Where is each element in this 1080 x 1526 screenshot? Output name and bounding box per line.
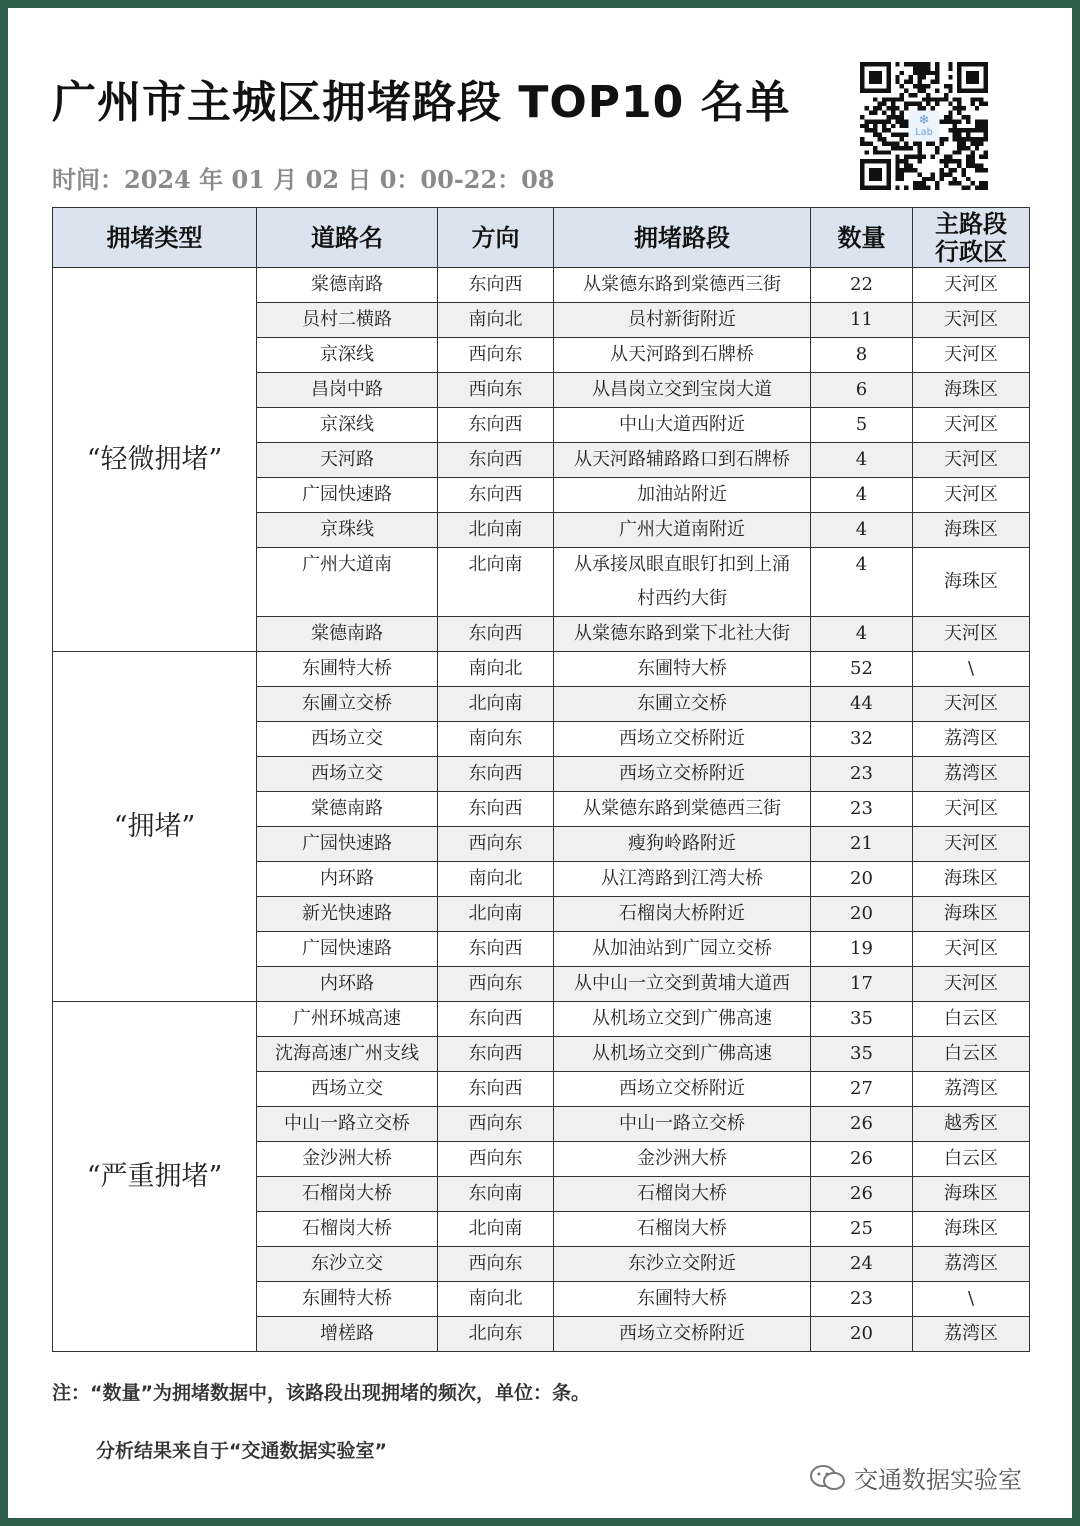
district-cell: 海珠区 bbox=[913, 1212, 1030, 1247]
segment-cell: 西场立交桥附近 bbox=[554, 757, 811, 792]
count-cell: 17 bbox=[811, 967, 913, 1002]
district-cell: 荔湾区 bbox=[913, 1317, 1030, 1352]
count-cell: 35 bbox=[811, 1037, 913, 1072]
district-cell: 天河区 bbox=[913, 338, 1030, 373]
district-cell: 海珠区 bbox=[913, 373, 1030, 408]
count-cell: 26 bbox=[811, 1107, 913, 1142]
direction-cell: 南向北 bbox=[438, 862, 554, 897]
direction-cell: 西向东 bbox=[438, 1247, 554, 1282]
road-cell: 员村二横路 bbox=[257, 303, 438, 338]
district-cell: 荔湾区 bbox=[913, 1072, 1030, 1107]
segment-cell: 从棠德东路到棠德西三街 bbox=[554, 268, 811, 303]
segment-cell: 从机场立交到广佛高速 bbox=[554, 1037, 811, 1072]
count-cell: 35 bbox=[811, 1002, 913, 1037]
segment-cell: 瘦狗岭路附近 bbox=[554, 827, 811, 862]
segment-cell: 从加油站到广园立交桥 bbox=[554, 932, 811, 967]
page bbox=[8, 8, 1072, 1518]
district-cell: 天河区 bbox=[913, 268, 1030, 303]
road-cell: 西场立交 bbox=[257, 722, 438, 757]
direction-cell: 东向西 bbox=[438, 932, 554, 967]
road-cell: 西场立交 bbox=[257, 1072, 438, 1107]
road-cell: 广园快速路 bbox=[257, 827, 438, 862]
segment-cell: 从棠德东路到棠德西三街 bbox=[554, 792, 811, 827]
direction-cell: 南向东 bbox=[438, 722, 554, 757]
table-header bbox=[53, 208, 1030, 268]
district-cell: 荔湾区 bbox=[913, 722, 1030, 757]
segment-cell: 石榴岗大桥附近 bbox=[554, 897, 811, 932]
segment-cell: 中山大道西附近 bbox=[554, 408, 811, 443]
direction-cell: 西向东 bbox=[438, 373, 554, 408]
district-cell: 海珠区 bbox=[913, 1177, 1030, 1212]
count-cell: 23 bbox=[811, 792, 913, 827]
segment-cell: 石榴岗大桥 bbox=[554, 1177, 811, 1212]
count-cell: 52 bbox=[811, 652, 913, 687]
district-cell: 天河区 bbox=[913, 408, 1030, 443]
snowflake-icon: ❄ bbox=[918, 112, 930, 128]
road-cell: 广州大道南 bbox=[257, 548, 438, 617]
direction-cell: 南向北 bbox=[438, 303, 554, 338]
table-row bbox=[53, 1002, 1030, 1037]
direction-cell: 西向东 bbox=[438, 1142, 554, 1177]
road-cell: 增槎路 bbox=[257, 1317, 438, 1352]
table-row bbox=[53, 268, 1030, 303]
road-cell: 新光快速路 bbox=[257, 897, 438, 932]
segment-cell: 石榴岗大桥 bbox=[554, 1212, 811, 1247]
direction-cell: 西向东 bbox=[438, 1107, 554, 1142]
road-cell: 东圃立交桥 bbox=[257, 687, 438, 722]
direction-cell: 南向北 bbox=[438, 1282, 554, 1317]
count-cell: 5 bbox=[811, 408, 913, 443]
segment-cell: 东沙立交附近 bbox=[554, 1247, 811, 1282]
segment-cell: 从棠德东路到棠下北社大街 bbox=[554, 617, 811, 652]
road-cell: 金沙洲大桥 bbox=[257, 1142, 438, 1177]
segment-line2: 村西约大街 bbox=[637, 588, 727, 609]
header-road: 道路名 bbox=[257, 208, 438, 268]
district-cell: 天河区 bbox=[913, 617, 1030, 652]
district-cell: 天河区 bbox=[913, 478, 1030, 513]
direction-cell: 东向西 bbox=[438, 443, 554, 478]
district-cell: 天河区 bbox=[913, 932, 1030, 967]
qr-code-icon bbox=[860, 62, 988, 190]
direction-cell: 东向西 bbox=[438, 268, 554, 303]
road-cell: 石榴岗大桥 bbox=[257, 1177, 438, 1212]
direction-cell: 西向东 bbox=[438, 967, 554, 1002]
road-cell: 京深线 bbox=[257, 338, 438, 373]
road-cell: 棠德南路 bbox=[257, 617, 438, 652]
direction-cell: 东向西 bbox=[438, 792, 554, 827]
district-cell: 越秀区 bbox=[913, 1107, 1030, 1142]
segment-cell: 从昌岗立交到宝岗大道 bbox=[554, 373, 811, 408]
district-cell: 白云区 bbox=[913, 1037, 1030, 1072]
count-cell: 20 bbox=[811, 897, 913, 932]
district-cell: 海珠区 bbox=[913, 548, 1030, 617]
header-district-line2: 行政区 bbox=[935, 237, 1007, 266]
direction-cell: 西向东 bbox=[438, 827, 554, 862]
direction-cell: 北向南 bbox=[438, 548, 554, 617]
road-cell: 内环路 bbox=[257, 862, 438, 897]
count-cell: 23 bbox=[811, 1282, 913, 1317]
road-cell: 东圃特大桥 bbox=[257, 652, 438, 687]
direction-cell: 东向西 bbox=[438, 757, 554, 792]
road-cell: 东沙立交 bbox=[257, 1247, 438, 1282]
count-cell: 19 bbox=[811, 932, 913, 967]
header-district bbox=[913, 208, 1030, 268]
road-cell: 广园快速路 bbox=[257, 932, 438, 967]
segment-cell: 东圃特大桥 bbox=[554, 1282, 811, 1317]
district-cell: 白云区 bbox=[913, 1002, 1030, 1037]
header-type: 拥堵类型 bbox=[53, 208, 257, 268]
direction-cell: 东向南 bbox=[438, 1177, 554, 1212]
segment-cell: 中山一路立交桥 bbox=[554, 1107, 811, 1142]
count-cell: 27 bbox=[811, 1072, 913, 1107]
district-cell: 白云区 bbox=[913, 1142, 1030, 1177]
category-cell: “严重拥堵” bbox=[53, 1002, 257, 1352]
qr-lab-label: Lab bbox=[915, 126, 933, 138]
count-cell: 4 bbox=[811, 513, 913, 548]
district-cell: \ bbox=[913, 1282, 1030, 1317]
road-cell: 京珠线 bbox=[257, 513, 438, 548]
road-cell: 中山一路立交桥 bbox=[257, 1107, 438, 1142]
segment-cell: 东圃立交桥 bbox=[554, 687, 811, 722]
count-cell: 26 bbox=[811, 1142, 913, 1177]
segment-cell bbox=[554, 548, 811, 617]
congestion-table bbox=[52, 207, 1030, 1352]
header-direction: 方向 bbox=[438, 208, 554, 268]
wechat-icon bbox=[808, 1463, 848, 1493]
road-cell: 东圃特大桥 bbox=[257, 1282, 438, 1317]
count-cell: 26 bbox=[811, 1177, 913, 1212]
header-district-line1: 主路段 bbox=[935, 209, 1007, 238]
count-cell: 4 bbox=[811, 478, 913, 513]
segment-line1: 从承接凤眼直眼钉扣到上涌 bbox=[574, 554, 790, 575]
segment-cell: 加油站附近 bbox=[554, 478, 811, 513]
header-segment: 拥堵路段 bbox=[554, 208, 811, 268]
direction-cell: 东向西 bbox=[438, 1002, 554, 1037]
count-cell: 20 bbox=[811, 862, 913, 897]
count-cell: 20 bbox=[811, 1317, 913, 1352]
segment-cell: 从天河路辅路路口到石牌桥 bbox=[554, 443, 811, 478]
district-cell: 天河区 bbox=[913, 792, 1030, 827]
count-cell: 4 bbox=[811, 548, 913, 617]
direction-cell: 北向南 bbox=[438, 687, 554, 722]
count-cell: 4 bbox=[811, 617, 913, 652]
header-count: 数量 bbox=[811, 208, 913, 268]
direction-cell: 东向西 bbox=[438, 1072, 554, 1107]
direction-cell: 北向南 bbox=[438, 897, 554, 932]
road-cell: 西场立交 bbox=[257, 757, 438, 792]
district-cell: 天河区 bbox=[913, 303, 1030, 338]
road-cell: 天河路 bbox=[257, 443, 438, 478]
direction-cell: 北向南 bbox=[438, 513, 554, 548]
count-cell: 24 bbox=[811, 1247, 913, 1282]
segment-cell: 西场立交桥附近 bbox=[554, 1072, 811, 1107]
count-cell: 44 bbox=[811, 687, 913, 722]
district-cell: 天河区 bbox=[913, 827, 1030, 862]
count-cell: 23 bbox=[811, 757, 913, 792]
district-cell: 海珠区 bbox=[913, 897, 1030, 932]
table-row bbox=[53, 652, 1030, 687]
direction-cell: 北向东 bbox=[438, 1317, 554, 1352]
segment-cell: 广州大道南附近 bbox=[554, 513, 811, 548]
brand-name: 交通数据实验室 bbox=[854, 1466, 1022, 1494]
road-cell: 昌岗中路 bbox=[257, 373, 438, 408]
source-credit: 分析结果来自于“交通数据实验室” bbox=[96, 1440, 387, 1462]
road-cell: 沈海高速广州支线 bbox=[257, 1037, 438, 1072]
district-cell: 海珠区 bbox=[913, 862, 1030, 897]
count-cell: 32 bbox=[811, 722, 913, 757]
count-cell: 4 bbox=[811, 443, 913, 478]
road-cell: 京深线 bbox=[257, 408, 438, 443]
brand-watermark bbox=[808, 1460, 1022, 1495]
segment-cell: 西场立交桥附近 bbox=[554, 722, 811, 757]
segment-cell: 东圃特大桥 bbox=[554, 652, 811, 687]
direction-cell: 东向西 bbox=[438, 478, 554, 513]
direction-cell: 南向北 bbox=[438, 652, 554, 687]
direction-cell: 北向南 bbox=[438, 1212, 554, 1247]
category-cell: “轻微拥堵” bbox=[53, 268, 257, 652]
district-cell: \ bbox=[913, 652, 1030, 687]
count-cell: 11 bbox=[811, 303, 913, 338]
time-range: 时间：2024 年 01 月 02 日 0：00-22：08 bbox=[52, 165, 555, 194]
count-cell: 25 bbox=[811, 1212, 913, 1247]
segment-cell: 员村新街附近 bbox=[554, 303, 811, 338]
direction-cell: 西向东 bbox=[438, 338, 554, 373]
category-cell: “拥堵” bbox=[53, 652, 257, 1002]
segment-cell: 从江湾路到江湾大桥 bbox=[554, 862, 811, 897]
district-cell: 天河区 bbox=[913, 443, 1030, 478]
road-cell: 棠德南路 bbox=[257, 792, 438, 827]
district-cell: 荔湾区 bbox=[913, 757, 1030, 792]
road-cell: 广园快速路 bbox=[257, 478, 438, 513]
road-cell: 内环路 bbox=[257, 967, 438, 1002]
page-title: 广州市主城区拥堵路段 TOP10 名单 bbox=[52, 77, 791, 128]
road-cell: 石榴岗大桥 bbox=[257, 1212, 438, 1247]
district-cell: 海珠区 bbox=[913, 513, 1030, 548]
direction-cell: 东向西 bbox=[438, 408, 554, 443]
footnote: 注：“数量”为拥堵数据中，该路段出现拥堵的频次，单位：条。 bbox=[52, 1382, 590, 1404]
segment-cell: 从中山一立交到黄埔大道西 bbox=[554, 967, 811, 1002]
district-cell: 天河区 bbox=[913, 967, 1030, 1002]
segment-cell: 西场立交桥附近 bbox=[554, 1317, 811, 1352]
count-cell: 6 bbox=[811, 373, 913, 408]
segment-cell: 从天河路到石牌桥 bbox=[554, 338, 811, 373]
segment-cell: 从机场立交到广佛高速 bbox=[554, 1002, 811, 1037]
count-cell: 21 bbox=[811, 827, 913, 862]
count-cell: 22 bbox=[811, 268, 913, 303]
direction-cell: 东向西 bbox=[438, 617, 554, 652]
road-cell: 棠德南路 bbox=[257, 268, 438, 303]
count-cell: 8 bbox=[811, 338, 913, 373]
segment-cell: 金沙洲大桥 bbox=[554, 1142, 811, 1177]
road-cell: 广州环城高速 bbox=[257, 1002, 438, 1037]
district-cell: 天河区 bbox=[913, 687, 1030, 722]
direction-cell: 东向西 bbox=[438, 1037, 554, 1072]
district-cell: 荔湾区 bbox=[913, 1247, 1030, 1282]
